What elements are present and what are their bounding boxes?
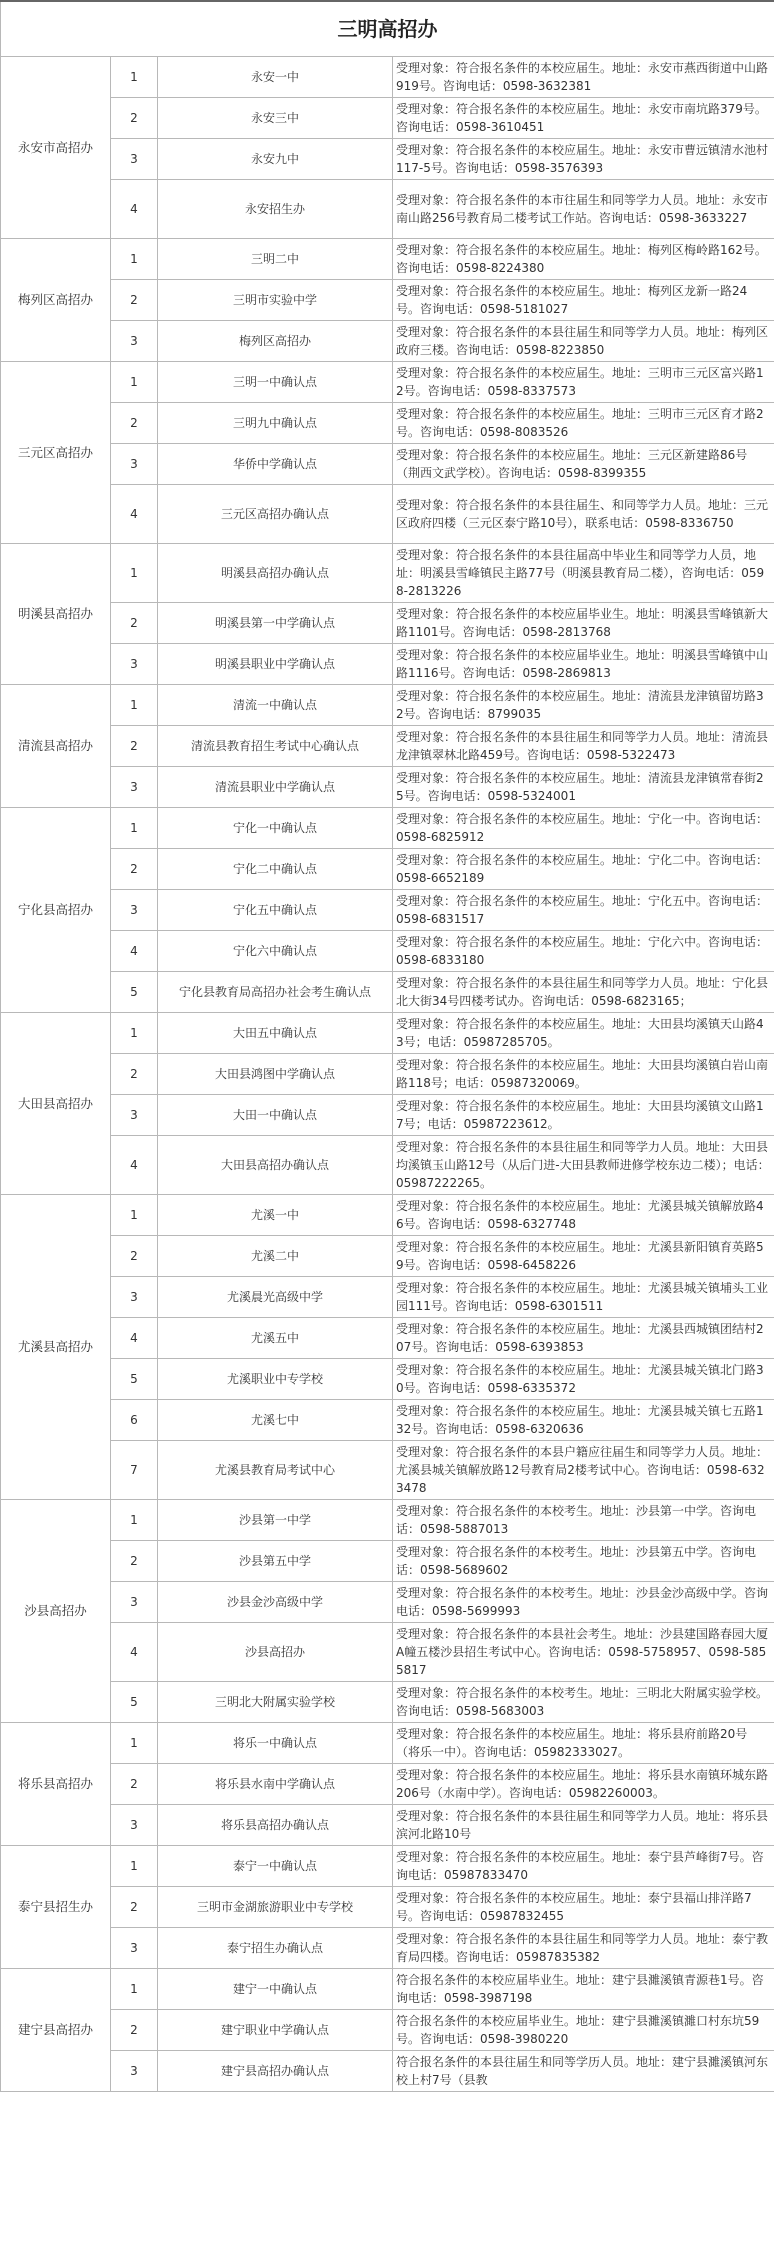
- table-row: [1, 890, 774, 931]
- table-row: [1, 931, 774, 972]
- table-row: [1, 849, 774, 890]
- table-row: [1, 1582, 774, 1623]
- site-info: 受理对象：符合报名条件的本县往届生和同等学力人员。地址：大田县均溪镇玉山路12号（从后门进-大田县教师进修学校东边二楼）；电话：05987222265。: [393, 1136, 774, 1195]
- row-number: 2: [111, 1054, 158, 1095]
- district-name: 梅列区高招办: [1, 239, 111, 362]
- table-row: [1, 1887, 774, 1928]
- table-row: [1, 444, 774, 485]
- site-name: 明溪县高招办确认点: [158, 544, 393, 603]
- row-number: 3: [111, 1928, 158, 1969]
- site-name: 三明市金湖旅游职业中专学校: [158, 1887, 393, 1928]
- site-name: 清流一中确认点: [158, 685, 393, 726]
- site-info: 符合报名条件的本校应届毕业生。地址：建宁县濉溪镇青源巷1号。咨询电话：0598-3987198: [393, 1969, 774, 2010]
- table-row: [1, 1682, 774, 1723]
- row-number: 3: [111, 890, 158, 931]
- site-name: 建宁县高招办确认点: [158, 2051, 393, 2092]
- page-title: 三明高招办: [1, 1, 774, 57]
- site-info: 受理对象：符合报名条件的本县往届生和同等学力人员。地址：宁化县北大街34号四楼考试办。咨询电话：0598-6823165；: [393, 972, 774, 1013]
- table-body: [1, 1, 774, 2092]
- site-name: 明溪县职业中学确认点: [158, 644, 393, 685]
- row-number: 4: [111, 180, 158, 239]
- table-row: [1, 644, 774, 685]
- row-number: 3: [111, 2051, 158, 2092]
- site-name: 尤溪七中: [158, 1400, 393, 1441]
- site-name: 沙县第五中学: [158, 1541, 393, 1582]
- site-name: 将乐一中确认点: [158, 1723, 393, 1764]
- site-name: 将乐县高招办确认点: [158, 1805, 393, 1846]
- site-info: 受理对象：符合报名条件的本县往届生和同等学力人员。地址：梅列区政府三楼。咨询电话：0598-8223850: [393, 321, 774, 362]
- site-name: 尤溪二中: [158, 1236, 393, 1277]
- site-name: 永安一中: [158, 57, 393, 98]
- table-row: [1, 321, 774, 362]
- table-row: [1, 98, 774, 139]
- site-info: 受理对象：符合报名条件的本校应届生。地址：泰宁县福山排洋路7号。咨询电话：05987832455: [393, 1887, 774, 1928]
- table-row: [1, 1623, 774, 1682]
- district-name: 尤溪县高招办: [1, 1195, 111, 1500]
- table-row: [1, 1928, 774, 1969]
- site-info: 受理对象：符合报名条件的本校应届生。地址：清流县龙津镇留坊路32号。咨询电话：8799035: [393, 685, 774, 726]
- site-name: 尤溪一中: [158, 1195, 393, 1236]
- row-number: 3: [111, 444, 158, 485]
- row-number: 3: [111, 321, 158, 362]
- site-info: 受理对象：符合报名条件的本校考生。地址：沙县金沙高级中学。咨询电话：0598-5699993: [393, 1582, 774, 1623]
- row-number: 3: [111, 644, 158, 685]
- site-info: 受理对象：符合报名条件的本校考生。地址：三明北大附属实验学校。咨询电话：0598-5683003: [393, 1682, 774, 1723]
- row-number: 3: [111, 139, 158, 180]
- row-number: 2: [111, 98, 158, 139]
- table-row: [1, 808, 774, 849]
- site-name: 三元区高招办确认点: [158, 485, 393, 544]
- row-number: 1: [111, 808, 158, 849]
- site-info: 受理对象：符合报名条件的本校应届生。地址：宁化一中。咨询电话：0598-6825912: [393, 808, 774, 849]
- site-info: 受理对象：符合报名条件的本县社会考生。地址：沙县建国路春园大厦A幢五楼沙县招生考试中心。咨询电话：0598-5758957、0598-5855817: [393, 1623, 774, 1682]
- site-name: 永安招生办: [158, 180, 393, 239]
- site-name: 宁化一中确认点: [158, 808, 393, 849]
- row-number: 3: [111, 1805, 158, 1846]
- site-info: 受理对象：符合报名条件的本校应届生。地址：三明市三元区育才路2号。咨询电话：0598-8083526: [393, 403, 774, 444]
- district-name: 将乐县高招办: [1, 1723, 111, 1846]
- row-number: 3: [111, 1095, 158, 1136]
- district-name: 宁化县高招办: [1, 808, 111, 1013]
- site-name: 大田五中确认点: [158, 1013, 393, 1054]
- site-name: 尤溪五中: [158, 1318, 393, 1359]
- site-name: 明溪县第一中学确认点: [158, 603, 393, 644]
- district-name: 清流县高招办: [1, 685, 111, 808]
- table-row: [1, 1846, 774, 1887]
- row-number: 4: [111, 931, 158, 972]
- site-info: 受理对象：符合报名条件的本校应届生。地址：永安市燕西街道中山路919号。咨询电话：0598-3632381: [393, 57, 774, 98]
- row-number: 1: [111, 57, 158, 98]
- table-row: [1, 1541, 774, 1582]
- district-name: 沙县高招办: [1, 1500, 111, 1723]
- row-number: 2: [111, 1541, 158, 1582]
- site-info: 受理对象：符合报名条件的本校应届生。地址：梅列区龙新一路24号。咨询电话：0598-5181027: [393, 280, 774, 321]
- table-row: [1, 1723, 774, 1764]
- site-info: 受理对象：符合报名条件的本校应届生。地址：大田县均溪镇文山路17号；电话：05987223612。: [393, 1095, 774, 1136]
- title-row: [1, 1, 774, 57]
- row-number: 1: [111, 1195, 158, 1236]
- site-name: 清流县职业中学确认点: [158, 767, 393, 808]
- site-name: 清流县教育招生考试中心确认点: [158, 726, 393, 767]
- site-info: 受理对象：符合报名条件的本校应届生。地址：梅列区梅岭路162号。咨询电话：0598-8224380: [393, 239, 774, 280]
- site-info: 受理对象：符合报名条件的本校应届生。地址：泰宁县芦峰街7号。咨询电话：05987833470: [393, 1846, 774, 1887]
- site-info: 受理对象：符合报名条件的本市往届生和同等学力人员。地址：永安市南山路256号教育局二楼考试工作站。咨询电话：0598-3633227: [393, 180, 774, 239]
- site-name: 宁化五中确认点: [158, 890, 393, 931]
- table-row: [1, 726, 774, 767]
- site-name: 尤溪职业中专学校: [158, 1359, 393, 1400]
- site-name: 沙县金沙高级中学: [158, 1582, 393, 1623]
- site-info: 受理对象：符合报名条件的本县往届高中毕业生和同等学力人员，地址：明溪县雪峰镇民主路77号（明溪县教育局二楼），咨询电话：0598-2813226: [393, 544, 774, 603]
- site-info: 受理对象：符合报名条件的本校应届毕业生。地址：明溪县雪峰镇中山路1116号。咨询电话：0598-2869813: [393, 644, 774, 685]
- row-number: 4: [111, 485, 158, 544]
- site-name: 三明九中确认点: [158, 403, 393, 444]
- table-row: [1, 1805, 774, 1846]
- site-info: 受理对象：符合报名条件的本校应届生。地址：尤溪县城关镇七五路132号。咨询电话：0598-6320636: [393, 1400, 774, 1441]
- site-info: 符合报名条件的本校应届毕业生。地址：建宁县濉溪镇濉口村东坑59号。咨询电话：0598-3980220: [393, 2010, 774, 2051]
- site-name: 尤溪县教育局考试中心: [158, 1441, 393, 1500]
- site-name: 三明一中确认点: [158, 362, 393, 403]
- row-number: 1: [111, 685, 158, 726]
- district-name: 明溪县高招办: [1, 544, 111, 685]
- site-info: 受理对象：符合报名条件的本校应届生。地址：尤溪县城关镇北门路30号。咨询电话：0598-6335372: [393, 1359, 774, 1400]
- site-info: 受理对象：符合报名条件的本校应届生。地址：大田县均溪镇天山路43号；电话：05987285705。: [393, 1013, 774, 1054]
- table-row: [1, 1764, 774, 1805]
- row-number: 1: [111, 1723, 158, 1764]
- table-row: [1, 280, 774, 321]
- site-info: 受理对象：符合报名条件的本校应届生。地址：宁化五中。咨询电话：0598-6831517: [393, 890, 774, 931]
- site-info: 受理对象：符合报名条件的本校应届生。地址：尤溪县新阳镇育英路59号。咨询电话：0598-6458226: [393, 1236, 774, 1277]
- site-name: 沙县高招办: [158, 1623, 393, 1682]
- table-row: [1, 1195, 774, 1236]
- site-info: 受理对象：符合报名条件的本校考生。地址：沙县第五中学。咨询电话：0598-5689602: [393, 1541, 774, 1582]
- site-name: 三明市实验中学: [158, 280, 393, 321]
- table-row: [1, 57, 774, 98]
- district-name: 永安市高招办: [1, 57, 111, 239]
- site-name: 三明北大附属实验学校: [158, 1682, 393, 1723]
- table-row: [1, 1136, 774, 1195]
- site-name: 三明二中: [158, 239, 393, 280]
- site-info: 受理对象：符合报名条件的本县往届生和同等学力人员。地址：泰宁教育局四楼。咨询电话：05987835382: [393, 1928, 774, 1969]
- table-row: [1, 485, 774, 544]
- site-name: 宁化二中确认点: [158, 849, 393, 890]
- table-row: [1, 239, 774, 280]
- table-row: [1, 2051, 774, 2092]
- site-name: 将乐县水南中学确认点: [158, 1764, 393, 1805]
- site-info: 受理对象：符合报名条件的本县往届生和同等学力人员。地址：将乐县滨河北路10号: [393, 1805, 774, 1846]
- row-number: 6: [111, 1400, 158, 1441]
- table-row: [1, 139, 774, 180]
- site-name: 华侨中学确认点: [158, 444, 393, 485]
- table-row: [1, 603, 774, 644]
- site-info: 受理对象：符合报名条件的本县往届生、和同等学力人员。地址：三元区政府四楼（三元区泰宁路10号），联系电话：0598-8336750: [393, 485, 774, 544]
- site-info: 受理对象：符合报名条件的本校应届生。地址：永安市曹远镇清水池村117-5号。咨询电话：0598-3576393: [393, 139, 774, 180]
- row-number: 2: [111, 280, 158, 321]
- row-number: 5: [111, 972, 158, 1013]
- site-name: 宁化六中确认点: [158, 931, 393, 972]
- site-info: 符合报名条件的本县往届生和同等学历人员。地址：建宁县濉溪镇河东校上村7号（县教: [393, 2051, 774, 2092]
- site-name: 永安三中: [158, 98, 393, 139]
- row-number: 4: [111, 1136, 158, 1195]
- row-number: 5: [111, 1682, 158, 1723]
- row-number: 4: [111, 1623, 158, 1682]
- site-info: 受理对象：符合报名条件的本校应届生。地址：尤溪县西城镇团结村207号。咨询电话：0598-6393853: [393, 1318, 774, 1359]
- site-info: 受理对象：符合报名条件的本校应届生。地址：宁化六中。咨询电话：0598-6833180: [393, 931, 774, 972]
- site-info: 受理对象：符合报名条件的本校应届毕业生。地址：明溪县雪峰镇新大路1101号。咨询电话：0598-2813768: [393, 603, 774, 644]
- table-row: [1, 1318, 774, 1359]
- site-name: 大田县鸿图中学确认点: [158, 1054, 393, 1095]
- table-row: [1, 1277, 774, 1318]
- site-info: 受理对象：符合报名条件的本县户籍应往届生和同等学力人员。地址：尤溪县城关镇解放路12号教育局2楼考试中心。咨询电话：0598-6323478: [393, 1441, 774, 1500]
- table-row: [1, 1054, 774, 1095]
- table-row: [1, 180, 774, 239]
- table-row: [1, 1095, 774, 1136]
- site-info: 受理对象：符合报名条件的本校应届生。地址：清流县龙津镇常春街25号。咨询电话：0598-5324001: [393, 767, 774, 808]
- row-number: 2: [111, 1764, 158, 1805]
- site-info: 受理对象：符合报名条件的本校应届生。地址：将乐县水南镇环城东路206号（水南中学）。咨询电话：05982260003。: [393, 1764, 774, 1805]
- row-number: 7: [111, 1441, 158, 1500]
- district-name: 建宁县高招办: [1, 1969, 111, 2092]
- row-number: 1: [111, 1500, 158, 1541]
- row-number: 2: [111, 403, 158, 444]
- site-name: 沙县第一中学: [158, 1500, 393, 1541]
- row-number: 2: [111, 1236, 158, 1277]
- row-number: 2: [111, 2010, 158, 2051]
- table-row: [1, 1400, 774, 1441]
- site-name: 建宁一中确认点: [158, 1969, 393, 2010]
- site-info: 受理对象：符合报名条件的本校应届生。地址：三明市三元区富兴路12号。咨询电话：0598-8337573: [393, 362, 774, 403]
- table-row: [1, 767, 774, 808]
- row-number: 2: [111, 603, 158, 644]
- site-info: 受理对象：符合报名条件的本校应届生。地址：尤溪县城关镇埔头工业园111号。咨询电话：0598-6301511: [393, 1277, 774, 1318]
- row-number: 1: [111, 362, 158, 403]
- table-row: [1, 1969, 774, 2010]
- site-info: 受理对象：符合报名条件的本校考生。地址：沙县第一中学。咨询电话：0598-5887013: [393, 1500, 774, 1541]
- district-name: 三元区高招办: [1, 362, 111, 544]
- table-row: [1, 2010, 774, 2051]
- site-name: 建宁职业中学确认点: [158, 2010, 393, 2051]
- row-number: 1: [111, 1969, 158, 2010]
- site-name: 梅列区高招办: [158, 321, 393, 362]
- row-number: 2: [111, 726, 158, 767]
- row-number: 3: [111, 767, 158, 808]
- row-number: 1: [111, 239, 158, 280]
- site-info: 受理对象：符合报名条件的本校应届生。地址：三元区新建路86号（荆西文武学校）。咨询电话：0598-8399355: [393, 444, 774, 485]
- site-name: 尤溪晨光高级中学: [158, 1277, 393, 1318]
- district-name: 泰宁县招生办: [1, 1846, 111, 1969]
- site-info: 受理对象：符合报名条件的本校应届生。地址：永安市南坑路379号。咨询电话：0598-3610451: [393, 98, 774, 139]
- row-number: 1: [111, 1846, 158, 1887]
- table-row: [1, 1359, 774, 1400]
- site-info: 受理对象：符合报名条件的本县往届生和同等学力人员。地址：清流县龙津镇翠林北路459号。咨询电话：0598-5322473: [393, 726, 774, 767]
- row-number: 2: [111, 849, 158, 890]
- site-name: 大田县高招办确认点: [158, 1136, 393, 1195]
- row-number: 3: [111, 1277, 158, 1318]
- table-row: [1, 1013, 774, 1054]
- site-info: 受理对象：符合报名条件的本校应届生。地址：尤溪县城关镇解放路46号。咨询电话：0598-6327748: [393, 1195, 774, 1236]
- site-name: 宁化县教育局高招办社会考生确认点: [158, 972, 393, 1013]
- table-row: [1, 1500, 774, 1541]
- site-name: 大田一中确认点: [158, 1095, 393, 1136]
- site-info: 受理对象：符合报名条件的本校应届生。地址：将乐县府前路20号（将乐一中）。咨询电话：05982333027。: [393, 1723, 774, 1764]
- site-name: 泰宁一中确认点: [158, 1846, 393, 1887]
- table-row: [1, 362, 774, 403]
- table-row: [1, 1236, 774, 1277]
- table-row: [1, 972, 774, 1013]
- row-number: 5: [111, 1359, 158, 1400]
- table-row: [1, 1441, 774, 1500]
- row-number: 1: [111, 544, 158, 603]
- site-info: 受理对象：符合报名条件的本校应届生。地址：宁化二中。咨询电话：0598-6652189: [393, 849, 774, 890]
- site-info: 受理对象：符合报名条件的本校应届生。地址：大田县均溪镇白岩山南路118号；电话：05987320069。: [393, 1054, 774, 1095]
- row-number: 4: [111, 1318, 158, 1359]
- row-number: 3: [111, 1582, 158, 1623]
- site-name: 永安九中: [158, 139, 393, 180]
- row-number: 2: [111, 1887, 158, 1928]
- table-row: [1, 685, 774, 726]
- row-number: 1: [111, 1013, 158, 1054]
- table-row: [1, 403, 774, 444]
- table-row: [1, 544, 774, 603]
- site-name: 泰宁招生办确认点: [158, 1928, 393, 1969]
- district-name: 大田县高招办: [1, 1013, 111, 1195]
